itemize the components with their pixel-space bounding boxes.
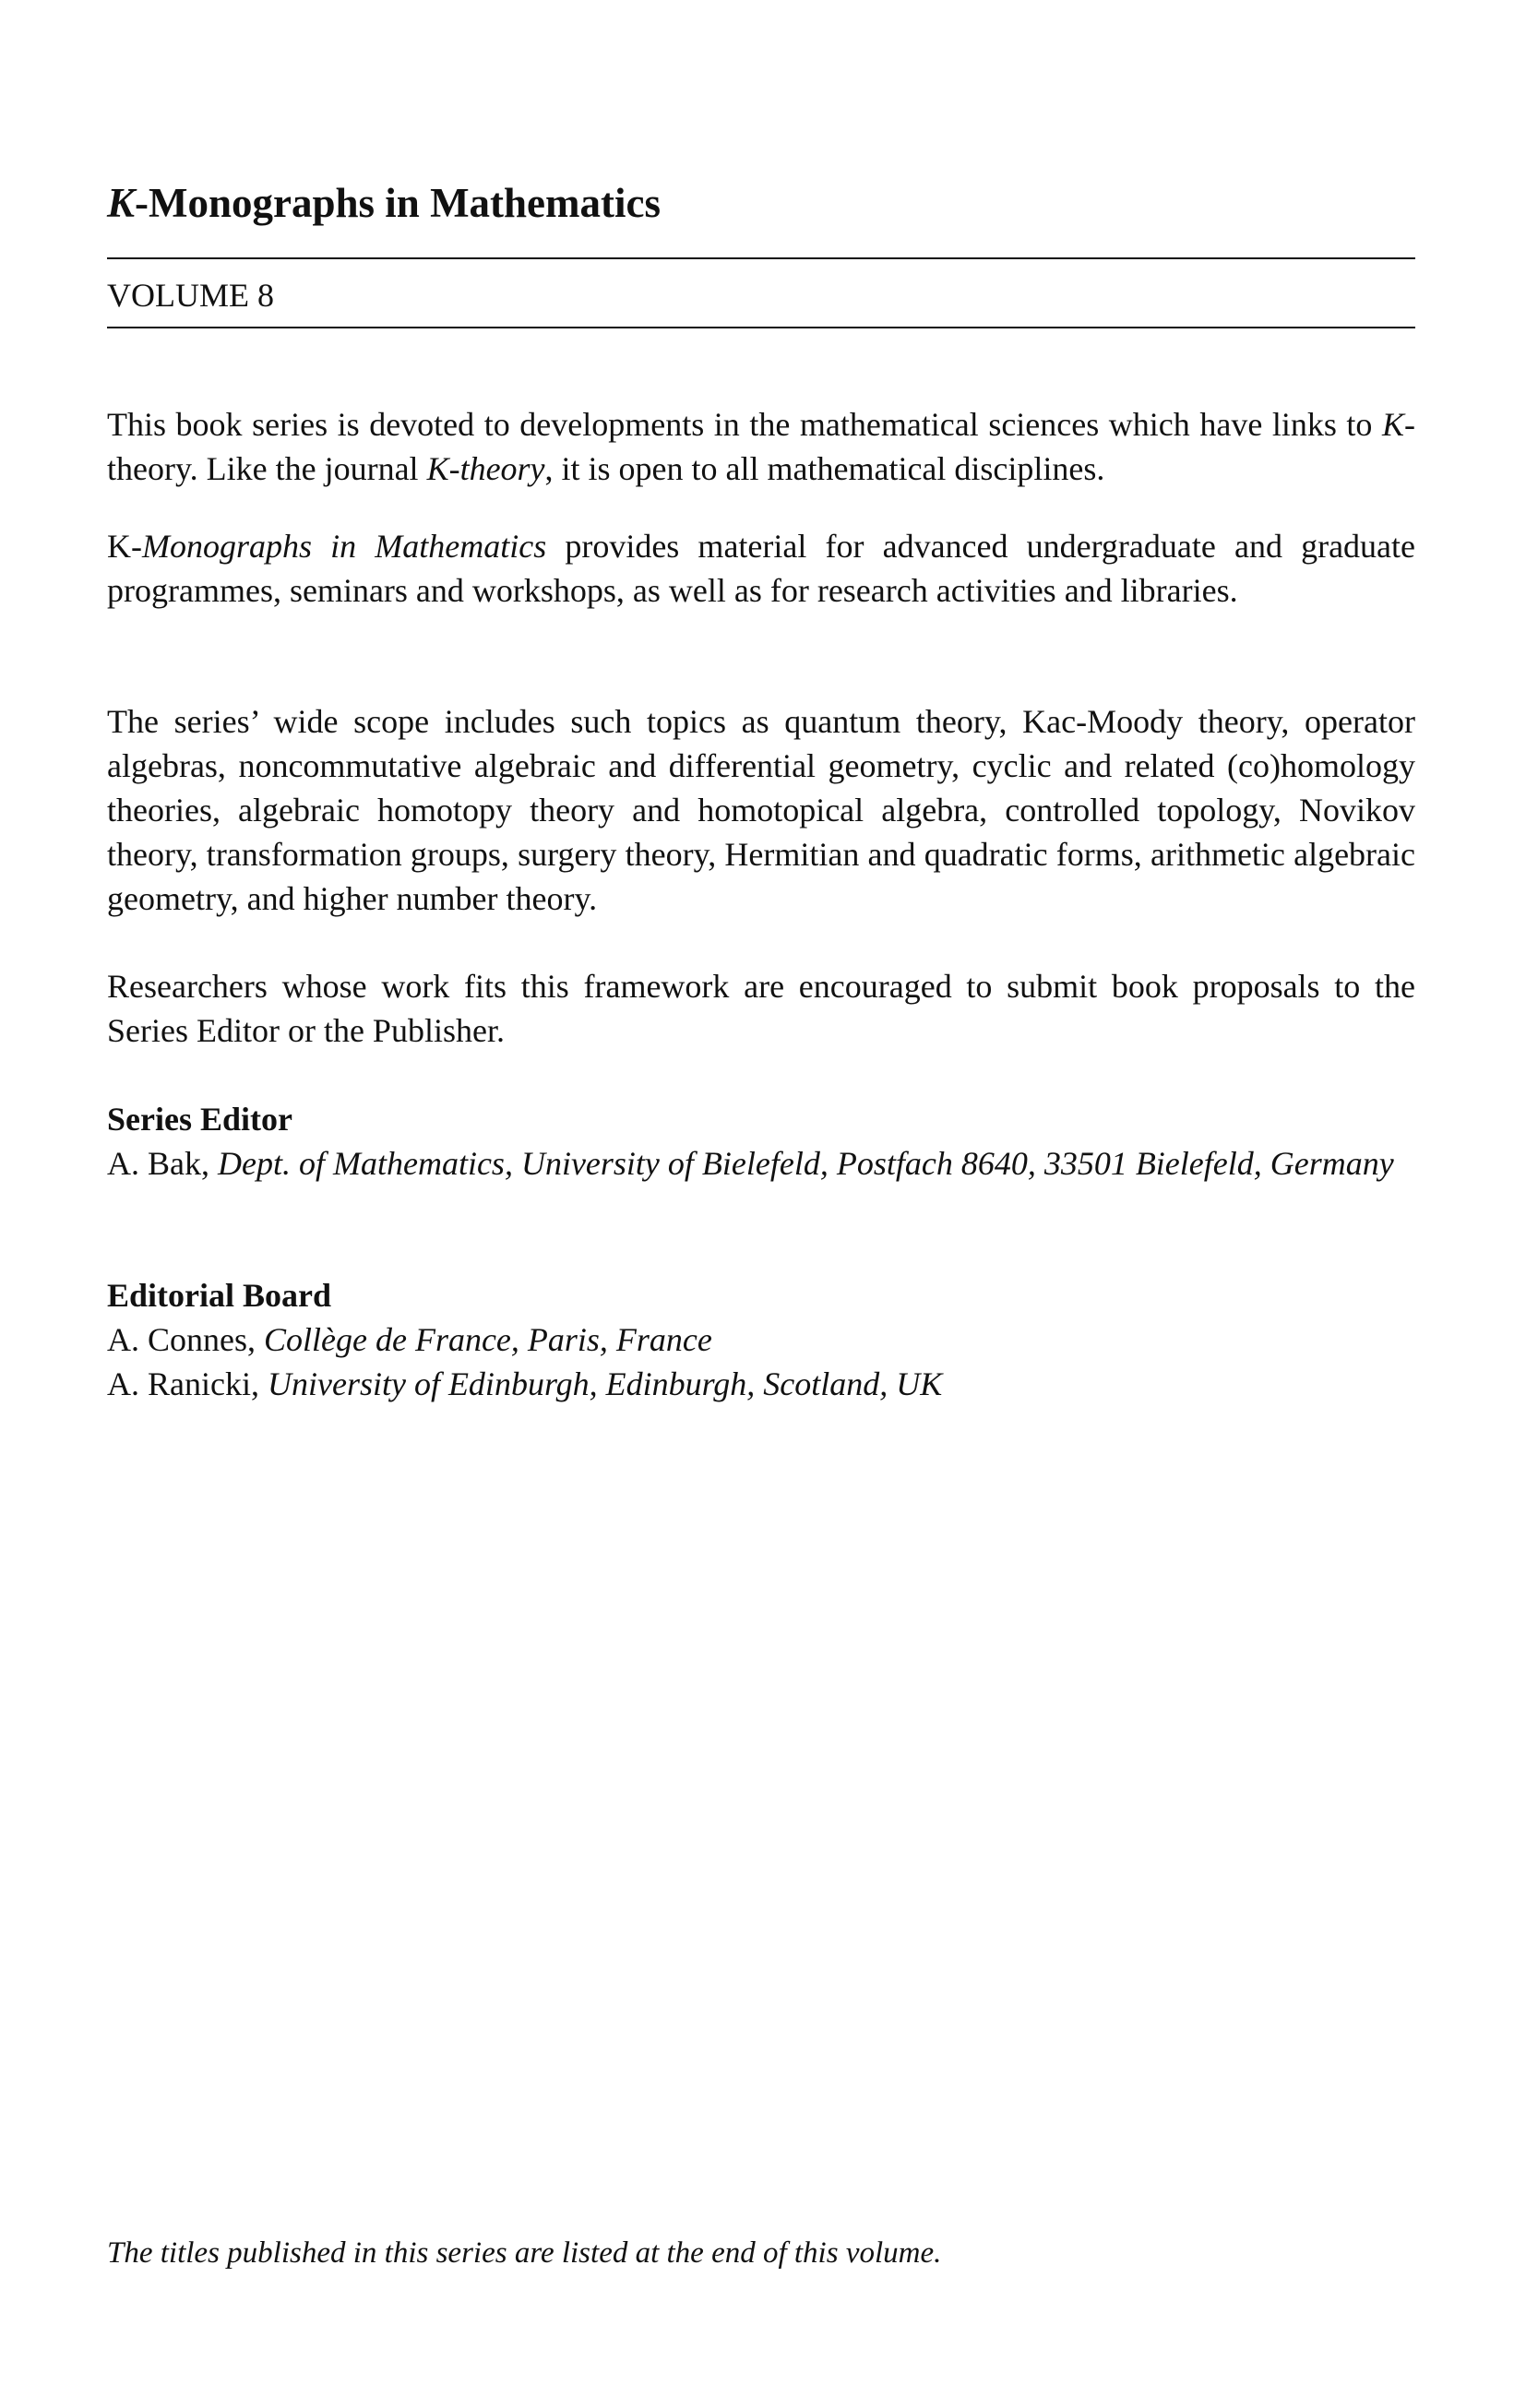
p2-series-name: Monographs in Mathematics bbox=[142, 528, 547, 565]
p1-journal: K-theory bbox=[426, 450, 545, 487]
intro-paragraph-1 bbox=[107, 402, 1415, 491]
board-member-affiliation: University of Edinburgh, Edinburgh, Scotland, UK bbox=[267, 1365, 943, 1402]
p3-text: The series’ wide scope includes such topics as quantum theory, Kac-Moody theory, operator algebras, noncommutative algebraic and differential geometry, cyclic and related (co)homology theories, algebraic homotopy theory and homotopical algebra, controlled topology, Novikov theory, transformation groups, surgery theory, Hermitian and quadratic forms, arithmetic algebraic geometry, and higher number theory. bbox=[107, 703, 1415, 917]
series-editor-heading: Series Editor bbox=[107, 1101, 292, 1138]
series-title-k: K bbox=[107, 180, 136, 226]
board-member-affiliation: Collège de France, Paris, France bbox=[264, 1321, 712, 1358]
intro-paragraph-4 bbox=[107, 964, 1415, 1053]
volume-label: VOLUME 8 bbox=[107, 277, 274, 314]
board-member-name: A. Connes, bbox=[107, 1321, 264, 1358]
page bbox=[107, 0, 1415, 2408]
series-editor-block bbox=[107, 1097, 1415, 1186]
editorial-board-block bbox=[107, 1273, 1415, 1406]
intro-paragraph-2 bbox=[107, 524, 1415, 613]
editorial-board-heading: Editorial Board bbox=[107, 1277, 332, 1314]
series-title-text: -Monographs in Mathematics bbox=[135, 180, 661, 226]
top-rule bbox=[107, 257, 1415, 259]
p1-text-b: -theory. Like the journal bbox=[107, 406, 1415, 487]
intro-paragraph-3 bbox=[107, 699, 1415, 921]
bottom-rule bbox=[107, 327, 1415, 328]
series-title bbox=[107, 177, 661, 229]
series-editor-name: A. Bak, bbox=[107, 1145, 218, 1182]
p1-k: K bbox=[1381, 406, 1404, 443]
board-member-name: A. Ranicki, bbox=[107, 1365, 268, 1402]
p1-text-a: This book series is devoted to developments in the mathematical sciences which have links to bbox=[107, 406, 1382, 443]
series-editor-affiliation: Dept. of Mathematics, University of Bielefeld, Postfach 8640, 33501 Bielefeld, Germany bbox=[218, 1145, 1394, 1182]
board-member bbox=[107, 1362, 1415, 1406]
p1-text-c: , it is open to all mathematical disciplines. bbox=[544, 450, 1105, 487]
p4-text: Researchers whose work fits this framework are encouraged to submit book proposals to the Series Editor or the Publisher. bbox=[107, 968, 1415, 1049]
p2-k: K- bbox=[107, 528, 142, 565]
p2-text: provides material for advanced undergraduate and graduate programmes, seminars and workshops, as well as for research activities and libraries. bbox=[107, 528, 1416, 609]
footer-note: The titles published in this series are listed at the end of this volume. bbox=[107, 2236, 942, 2270]
board-member bbox=[107, 1317, 1415, 1362]
